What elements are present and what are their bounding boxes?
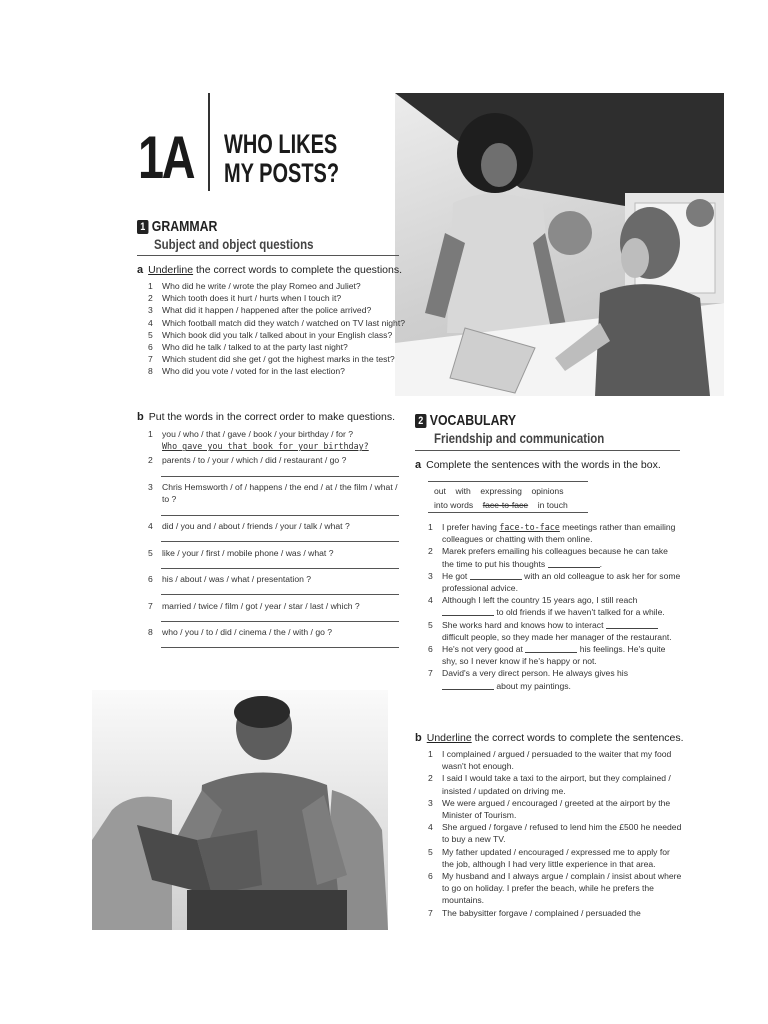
item-text: parents / to / your / which / did / restaurant / go ?	[162, 455, 347, 465]
grammar-heading	[137, 218, 217, 236]
list-item	[428, 772, 682, 796]
list-item	[428, 594, 682, 618]
grammar-b-item-5	[148, 547, 400, 559]
word-box-item: in touch	[537, 500, 568, 510]
item-number: 6	[148, 574, 153, 584]
item-number: 1	[428, 749, 433, 759]
item-text: his / about / was / what / presentation ?	[162, 574, 312, 584]
list-item	[148, 292, 406, 304]
word-box-item: expressing	[480, 486, 522, 496]
item-number: 1	[428, 522, 433, 532]
unit-number: 1A	[138, 124, 194, 191]
grammar-subheading: Subject and object questions	[154, 236, 314, 252]
grammar-rule	[137, 255, 399, 256]
grammar-b-list	[148, 428, 400, 453]
item-text: his feelings. He's quite shy, so I never know if he's happy or not.	[442, 644, 666, 667]
list-item	[148, 341, 406, 353]
word-box-row1	[428, 482, 588, 498]
answer-line[interactable]	[161, 568, 399, 569]
item-text: with an old colleague to ask her for some professional advice.	[442, 570, 681, 594]
answer-blank[interactable]	[442, 607, 494, 616]
vocabulary-a-list	[428, 521, 682, 692]
word-box-item: out	[434, 486, 446, 496]
item-text: What did it happen / happened after the police arrived?	[162, 305, 372, 316]
item-text: My father updated / encouraged / expressed me to apply for the job, although I had very little experience in that area.	[442, 846, 670, 869]
item-text: who / you / to / did / cinema / the / with / go ?	[162, 627, 333, 637]
item-text: about my paintings.	[494, 680, 571, 691]
item-text: to old friends if we haven't talked for a while.	[494, 607, 665, 618]
item-number: 7	[428, 668, 433, 679]
item-number: 6	[428, 644, 433, 655]
item-number: 3	[148, 305, 153, 316]
item-number: 7	[148, 354, 153, 365]
item-text: Marek prefers emailing his colleagues because he can take the time to put his thoughts	[442, 546, 668, 569]
item-number: 5	[148, 548, 153, 558]
item-text: .	[599, 558, 602, 569]
vocabulary-section-number: 2	[415, 414, 426, 428]
item-number: 7	[148, 601, 153, 611]
item-text: Who did he talk / talked to at the party last night?	[162, 342, 348, 353]
list-item	[428, 643, 682, 667]
item-text: Who did you vote / voted for in the last election?	[162, 366, 345, 377]
unit-title	[224, 130, 339, 188]
item-text: did / you and / about / friends / your / talk / what ?	[162, 521, 350, 531]
list-item	[428, 821, 682, 845]
answer-line[interactable]	[161, 594, 399, 595]
item-number: 2	[428, 773, 433, 784]
instruction-underline-word: Underline	[426, 732, 472, 744]
instruction-text: the correct words to complete the questions.	[193, 264, 403, 276]
item-number: 7	[428, 907, 433, 918]
word-box-item: opinions	[531, 486, 564, 496]
item-text: like / your / first / mobile phone / was / what ?	[162, 548, 334, 558]
vocabulary-subheading: Friendship and communication	[434, 430, 605, 446]
item-text: I said I would take a taxi to the airport, but they complained / insisted / updated on driving me.	[442, 773, 671, 796]
list-item	[148, 329, 406, 341]
vocabulary-a-instruction	[415, 459, 661, 472]
list-item	[428, 521, 682, 545]
item-text: Who did he write / wrote the play Romeo and Juliet?	[162, 281, 361, 291]
photo-man-reading	[92, 690, 388, 930]
answer-line[interactable]	[161, 476, 399, 477]
list-item	[428, 619, 682, 643]
item-number: 3	[428, 797, 433, 808]
answer-blank[interactable]	[442, 681, 494, 690]
word-box	[428, 481, 588, 513]
item-text: My husband and I always argue / complain / insist about where to go on holiday. I prefer the beach, while he prefers the mountains.	[442, 871, 682, 906]
grammar-b-item-3	[148, 481, 400, 505]
item-number: 8	[148, 366, 153, 377]
answer-blank[interactable]	[525, 644, 577, 653]
answer-line[interactable]	[161, 541, 399, 542]
item-text: Which student did she get / got the highest marks in the test?	[162, 354, 395, 365]
item-number: 4	[428, 822, 433, 833]
answer-line[interactable]	[161, 515, 399, 516]
list-item	[148, 353, 406, 365]
item-number: 4	[428, 595, 433, 606]
grammar-b-item-6	[148, 573, 400, 585]
item-text: David's a very direct person. He always gives his	[442, 668, 629, 679]
item-text: The babysitter forgave / complained / persuaded the	[442, 907, 641, 918]
vocabulary-b-list	[428, 748, 682, 919]
instruction-text: Complete the sentences with the words in the box.	[426, 459, 661, 471]
answer-line	[148, 440, 400, 453]
unit-title-line2: MY POSTS?	[224, 158, 340, 188]
item-number: 4	[148, 317, 153, 328]
answer-blank[interactable]	[548, 559, 600, 568]
item-number: 8	[148, 627, 153, 637]
item-text: She works hard and knows how to interact	[442, 619, 606, 630]
exercise-letter: b	[137, 411, 144, 423]
item-number: 4	[148, 521, 153, 531]
word-box-item-used: face-to-face	[482, 500, 529, 510]
answer-line[interactable]	[161, 621, 399, 622]
list-item	[428, 870, 682, 907]
grammar-b-item-4	[148, 520, 400, 532]
item-number: 3	[428, 570, 433, 581]
unit-title-line1: WHO LIKES	[224, 129, 338, 159]
item-number: 6	[148, 342, 153, 353]
handwritten-answer: face-to-face	[499, 522, 560, 532]
word-box-item: with	[455, 486, 471, 496]
list-item	[428, 748, 682, 772]
grammar-a-instruction	[137, 264, 402, 277]
item-number: 5	[428, 619, 433, 630]
word-box-row2	[428, 498, 588, 512]
title-divider	[208, 93, 210, 191]
exercise-letter: b	[415, 732, 422, 744]
grammar-section-number: 1	[137, 220, 148, 234]
item-number: 2	[428, 546, 433, 557]
answer-blank[interactable]	[470, 571, 522, 580]
item-number: 6	[428, 871, 433, 882]
item-text: Which tooth does it hurt / hurts when I touch it?	[162, 293, 342, 304]
grammar-a-list	[148, 280, 406, 378]
instruction-text: Put the words in the correct order to make questions.	[148, 411, 396, 423]
grammar-b-instruction	[137, 411, 395, 424]
handwritten-answer: Who gave you that book for your birthday?	[162, 441, 369, 452]
vocabulary-heading	[415, 412, 516, 430]
list-item	[428, 846, 682, 870]
grammar-b-item-8	[148, 626, 400, 638]
item-number: 2	[148, 455, 153, 465]
list-item	[428, 667, 682, 691]
item-text: She argued / forgave / refused to lend him the £500 he needed to buy a new TV.	[442, 822, 682, 845]
word-box-item: into words	[434, 500, 474, 510]
item-number: 2	[148, 293, 153, 304]
item-number: 1	[148, 281, 153, 291]
instruction-text: the correct words to complete the sentences.	[471, 732, 684, 744]
exercise-letter: a	[137, 264, 144, 276]
item-text: difficult people, so they made her manager of the restaurant.	[442, 631, 672, 642]
item-text: meetings rather than emailing colleagues or chatting with them online.	[442, 522, 676, 545]
item-text: I prefer having	[442, 522, 500, 532]
list-item	[428, 545, 682, 569]
grammar-b-item-7	[148, 600, 400, 612]
list-item	[148, 365, 406, 377]
list-item	[428, 907, 682, 919]
item-text: He's not very good at	[442, 644, 526, 655]
item-number: 5	[428, 846, 433, 857]
item-text: We were argued / encouraged / greeted at the airport by the Minister of Tourism.	[442, 797, 671, 821]
list-item	[148, 304, 406, 316]
answer-line[interactable]	[161, 647, 399, 648]
grammar-b-item-2	[148, 454, 400, 466]
list-item	[428, 570, 682, 594]
answer-blank[interactable]	[606, 620, 658, 629]
list-item	[428, 797, 682, 821]
item-number: 3	[148, 482, 153, 492]
list-item	[148, 280, 406, 292]
instruction-underline-word: Underline	[148, 264, 194, 276]
item-number: 5	[148, 329, 153, 340]
item-text: Which football match did they watch / watched on TV last night?	[162, 317, 405, 328]
item-text: Although I left the country 15 years ago, I still reach	[442, 595, 638, 606]
item-text: Which book did you talk / talked about in your English class?	[162, 329, 393, 340]
item-text: married / twice / film / got / year / star / last / which ?	[162, 601, 360, 611]
grammar-heading-text: GRAMMAR	[151, 218, 218, 235]
item-text: you / who / that / gave / book / your birthday / for ?	[162, 429, 354, 439]
item-text: Chris Hemsworth / of / happens / the end / at / the film / what / to ?	[162, 482, 398, 505]
vocabulary-rule	[415, 450, 680, 451]
item-text: I complained / argued / persuaded to the waiter that my food wasn't hot enough.	[442, 749, 672, 772]
list-item	[148, 317, 406, 329]
vocabulary-b-instruction	[415, 732, 684, 745]
item-number: 1	[148, 429, 153, 439]
item-text: He got	[442, 570, 470, 581]
exercise-letter: a	[415, 459, 422, 471]
list-item	[148, 428, 400, 440]
vocabulary-heading-text: VOCABULARY	[429, 412, 517, 429]
photo-colleagues	[395, 93, 724, 396]
